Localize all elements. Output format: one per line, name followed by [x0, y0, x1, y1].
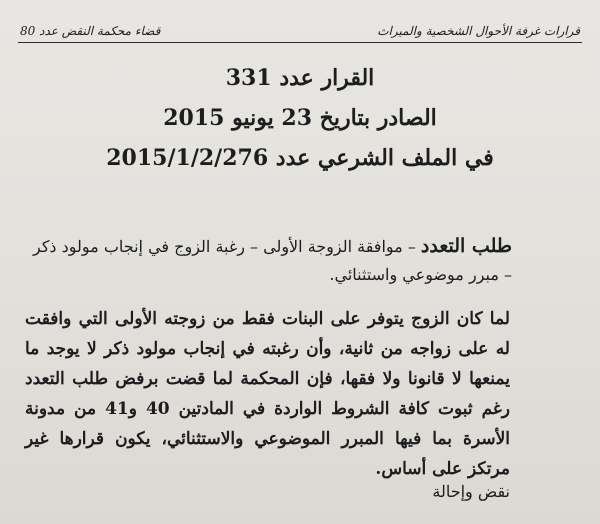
- book-title: قرارات غرفة الأحوال الشخصية والميراث: [377, 24, 580, 38]
- keywords-heading: طلب التعدد: [420, 235, 512, 257]
- keywords-text: – موافقة الزوجة الأولى – رغبة الزوج في إنجاب مولود ذكر – مبرر موضوعي واستثنائي.: [32, 237, 512, 284]
- running-header: [18, 22, 582, 43]
- journal-issue-label: قضاء محكمة النقض عدد 80: [20, 24, 161, 38]
- decision-number: القرار عدد 331: [225, 65, 375, 91]
- keywords-paragraph: [30, 232, 512, 289]
- decision-result: نقض وإحالة: [432, 482, 510, 501]
- summary-paragraph: لما كان الزوج يتوفر على البنات فقط من زوجته الأولى التي وافقت له على زواجه من ثانية، وأن رغبته في إنجاب مولود ذكر لا يوجد ما يمنعها لا قانونا ولا فقها، فإن المحكمة لما قضت برفض طلب التعدد رغم ثبوت كافة الشروط الواردة في المادتين 40 و41 من مدونة الأسرة بما فيها المبرر الموضوعي والاستثنائي، يكون قرارها غير مرتكز على أساس.: [25, 309, 511, 479]
- decision-title-block: [0, 58, 600, 178]
- decision-date: الصادر بتاريخ 23 يونيو 2015: [163, 105, 437, 131]
- file-number: في الملف الشرعي عدد 2015/1/2/276: [106, 145, 494, 171]
